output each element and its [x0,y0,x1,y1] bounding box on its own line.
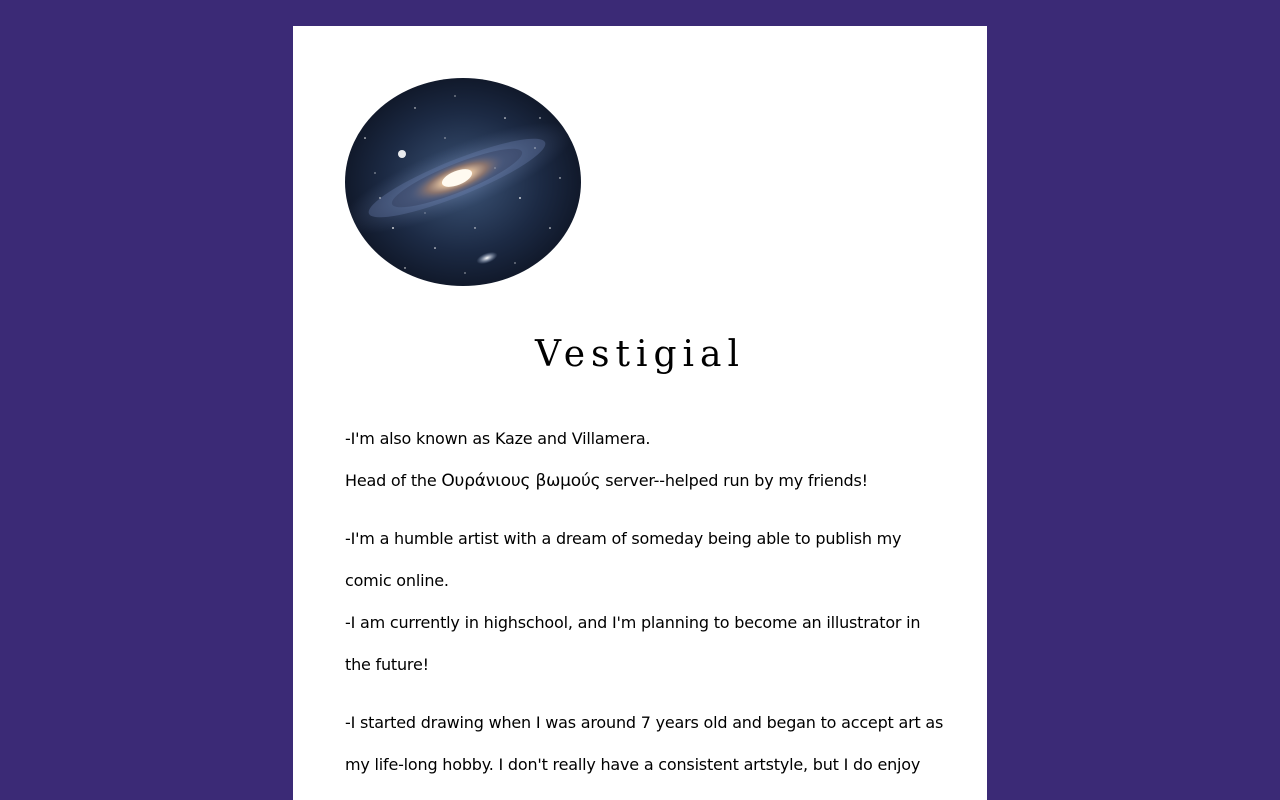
bio-line-dream: -I'm a humble artist with a dream of someday being able to publish my comic online. [345,529,902,590]
bio-line-aliases: -I'm also known as Kaze and Villamera. [345,429,651,448]
server-prefix: Head of the [345,471,442,490]
bio-line-drawing: -I started drawing when I was around 7 years old and began to accept art as my life-long hobby. I don't really have a consistent artstyle, but I do enjoy [345,713,944,774]
avatar [345,78,581,286]
server-name: Ουράνιους βωμούς [441,471,601,491]
bio-line-server [345,460,945,502]
bio-section [345,418,945,786]
server-suffix: server--helped run by my friends! [600,471,868,490]
profile-card [293,26,987,800]
profile-name: Vestigial [535,334,745,375]
galaxy-image [345,78,581,286]
bio-line-school: -I am currently in highschool, and I'm planning to become an illustrator in the future! [345,613,921,674]
